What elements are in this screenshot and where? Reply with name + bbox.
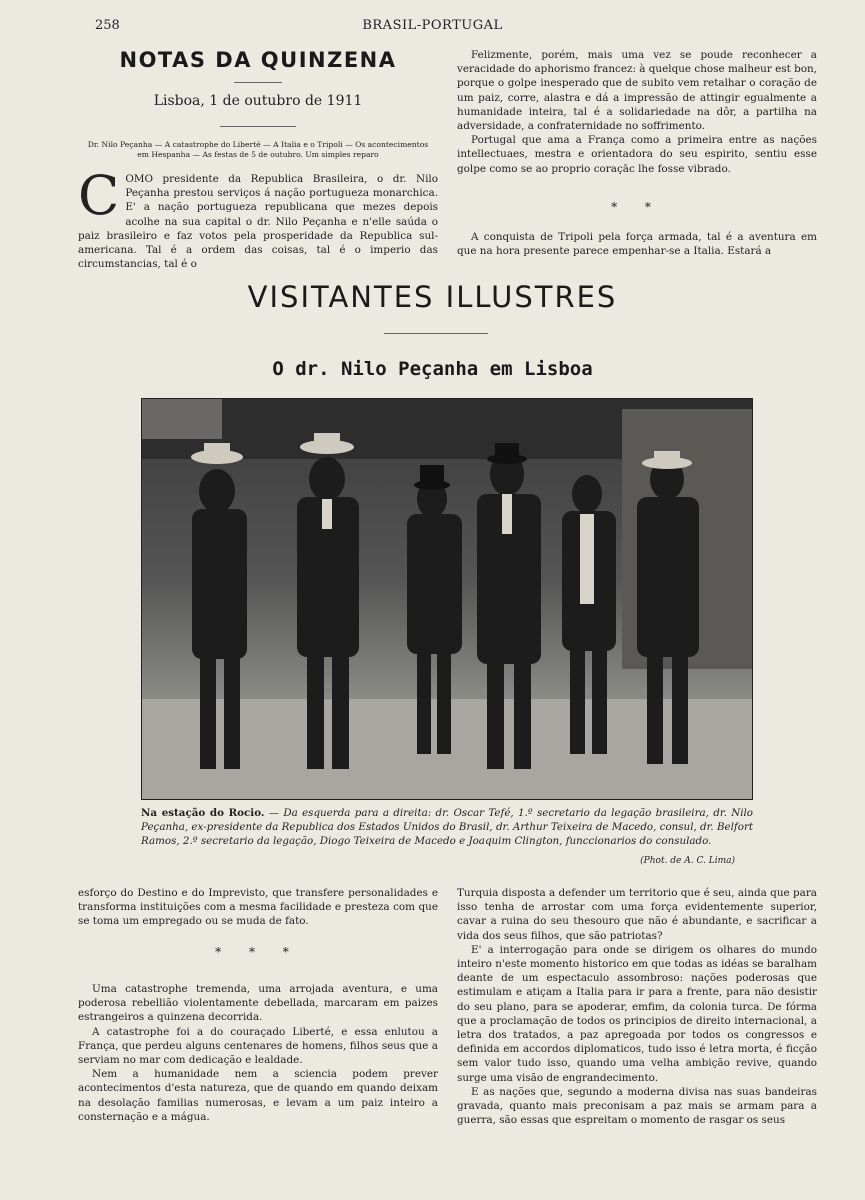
caption-lead: Na estação do Rocio. <box>141 807 265 819</box>
dateline: Lisboa, 1 de outubro de 1911 <box>153 93 363 109</box>
bottom-right-column <box>457 886 817 1127</box>
right-column-top <box>457 48 817 176</box>
bottom-left-column-cont <box>78 982 438 1124</box>
paragraph: esforço do Destino e do Imprevisto, que transfere personalidades e transforma instituições com a mesma facilidade e presteza com que se toma um empregado ou se muda de fato. <box>78 887 438 928</box>
paragraph: Uma catastrophe tremenda, uma arrojada aventura, e uma poderosa rebellião violentamente debellada, marcaram em paizes estrangeiros a quinzena decorrida. <box>78 983 438 1024</box>
group-of-men-at-station-photo <box>142 399 752 799</box>
paragraph: Portugal que ama a França como a primeira entre as nações intellectuaes, mestra e orientadora do seu espirito, sentiu esse golpe como se ao proprio coraçāc lhe fosse vibrado. <box>457 134 817 175</box>
paragraph: E as nações que, segundo a moderna divisa nas suas bandeiras gravada, quanto mais preconisam a paz mais se armam para a guerra, são essas que espreitam o momento de rasgar os seus <box>457 1085 817 1127</box>
summary-line: Dr. Nilo Peçanha — A catastrophe do Liberté — A Italia e o Tripoli — Os acontecimentos <box>87 140 429 149</box>
paragraph: Felizmente, porém, mais uma vez se poude reconhecer a veracidade do aphorismo francez: à quelque chose malheur est bon, porque o golpe inesperado que de subito vem retalhar o coração de um paiz, corre, alastra e dá a impressão de attingir egualmente a humanidade inteira, tal é a solidariedade na dôr, a partilha na adversidade, a confraternidade no soffrimento. <box>457 49 817 133</box>
right-column-top-end <box>457 230 817 258</box>
bottom-left-column <box>78 886 438 929</box>
caption-text: — Da esquerda para a direita: dr. Oscar Tefé, 1.º secretario da legação brasileira, dr. Nilo Peçanha, ex-presidente da Republica dos Estados Unidos do Brasil, dr. Arthur Teixeira de Macedo, consul, dr. Belfort Ramos, 2.º secretario da legação, Diogo Teixeira de Macedo e Joaquim Clington, funccionarios do consulado. <box>141 807 753 847</box>
divider-rule <box>384 333 488 334</box>
divider-rule <box>220 126 296 127</box>
paragraph: Turquia disposta a defender um territorio que é seu, ainda que para isso tenha de arrostar com uma força evidentemente superior, cavar a ruina do seu thesouro que não é abundante, e sacrificar a vida dos seus filhos, que são patriotas? <box>457 887 817 942</box>
paragraph: Nem a humanidade nem a sciencia podem prever acontecimentos d'esta natureza, que de quando em quando deixam na desolação familias numerosas, e levam a um paiz inteiro a consternação e a mágua. <box>78 1068 438 1123</box>
page-number: 258 <box>95 18 120 33</box>
section-title: NOTAS DA QUINZENA <box>119 48 397 72</box>
photo-caption <box>141 806 753 848</box>
photo-credit: (Phot. de A. C. Lima) <box>640 856 735 866</box>
divider-rule <box>234 82 282 83</box>
section-separator: * * <box>611 200 663 214</box>
summary-line: em Hespanha — As festas de 5 de outubro. Um simples reparo <box>137 150 379 159</box>
paragraph: E' a interrogação para onde se dirigem os olhares do mundo inteiro n'este momento historico em que todas as idéas se baralham deante de um espectaculo assombroso: nações poderosas que estimulam e atiçam a Italia para ir para a frente, para não desistir do seu plano, para se apoderar, emfim, da colonia turca. De fórma que a proclamação de todos os principios de direito internacional, a letra dos tratados, a paz apregoada por todos os congressos e definida em accordos diplomaticos, tudo isso é letra morta, é ficção sem valor tudo isso, quando uma velha ambição revive, quando surge uma visão de engrandecimento. <box>457 943 817 1084</box>
magazine-title: BRASIL-PORTUGAL <box>362 18 503 33</box>
feature-title: VISITANTES ILLUSTRES <box>247 280 618 314</box>
feature-subtitle: O dr. Nilo Peçanha em Lisboa <box>272 358 593 380</box>
paragraph: A catastrophe foi a do couraçado Liberté, e essa enlutou a França, que perdeu alguns centenares de homens, filhos seus que a serviam no mar com dedicação e lealdade. <box>78 1025 438 1067</box>
drop-cap: C <box>78 164 120 227</box>
lead-paragraph-block <box>78 164 438 271</box>
paragraph: A conquista de Tripoli pela força armada, tal é a aventura em que na hora presente parece empenhar-se a Italia. Estará a <box>457 231 817 258</box>
paragraph: OMO presidente da Republica Brasileira, o dr. Nilo Peçanha prestou serviços á nação portugueza monarchica. E' a nação portugueza republicana que mezes depois acolhe na sua capital o dr. Nilo Peçanha e n'elle saúda o paiz brasileiro e faz votos pela prosperidade da Republica sul-americana. Tal é a ordem das coisas, tal é o imperio das circumstancias, tal é o <box>78 173 438 271</box>
article-summary <box>78 140 438 160</box>
group-photo <box>141 398 753 800</box>
section-separator: * * * <box>215 945 301 959</box>
